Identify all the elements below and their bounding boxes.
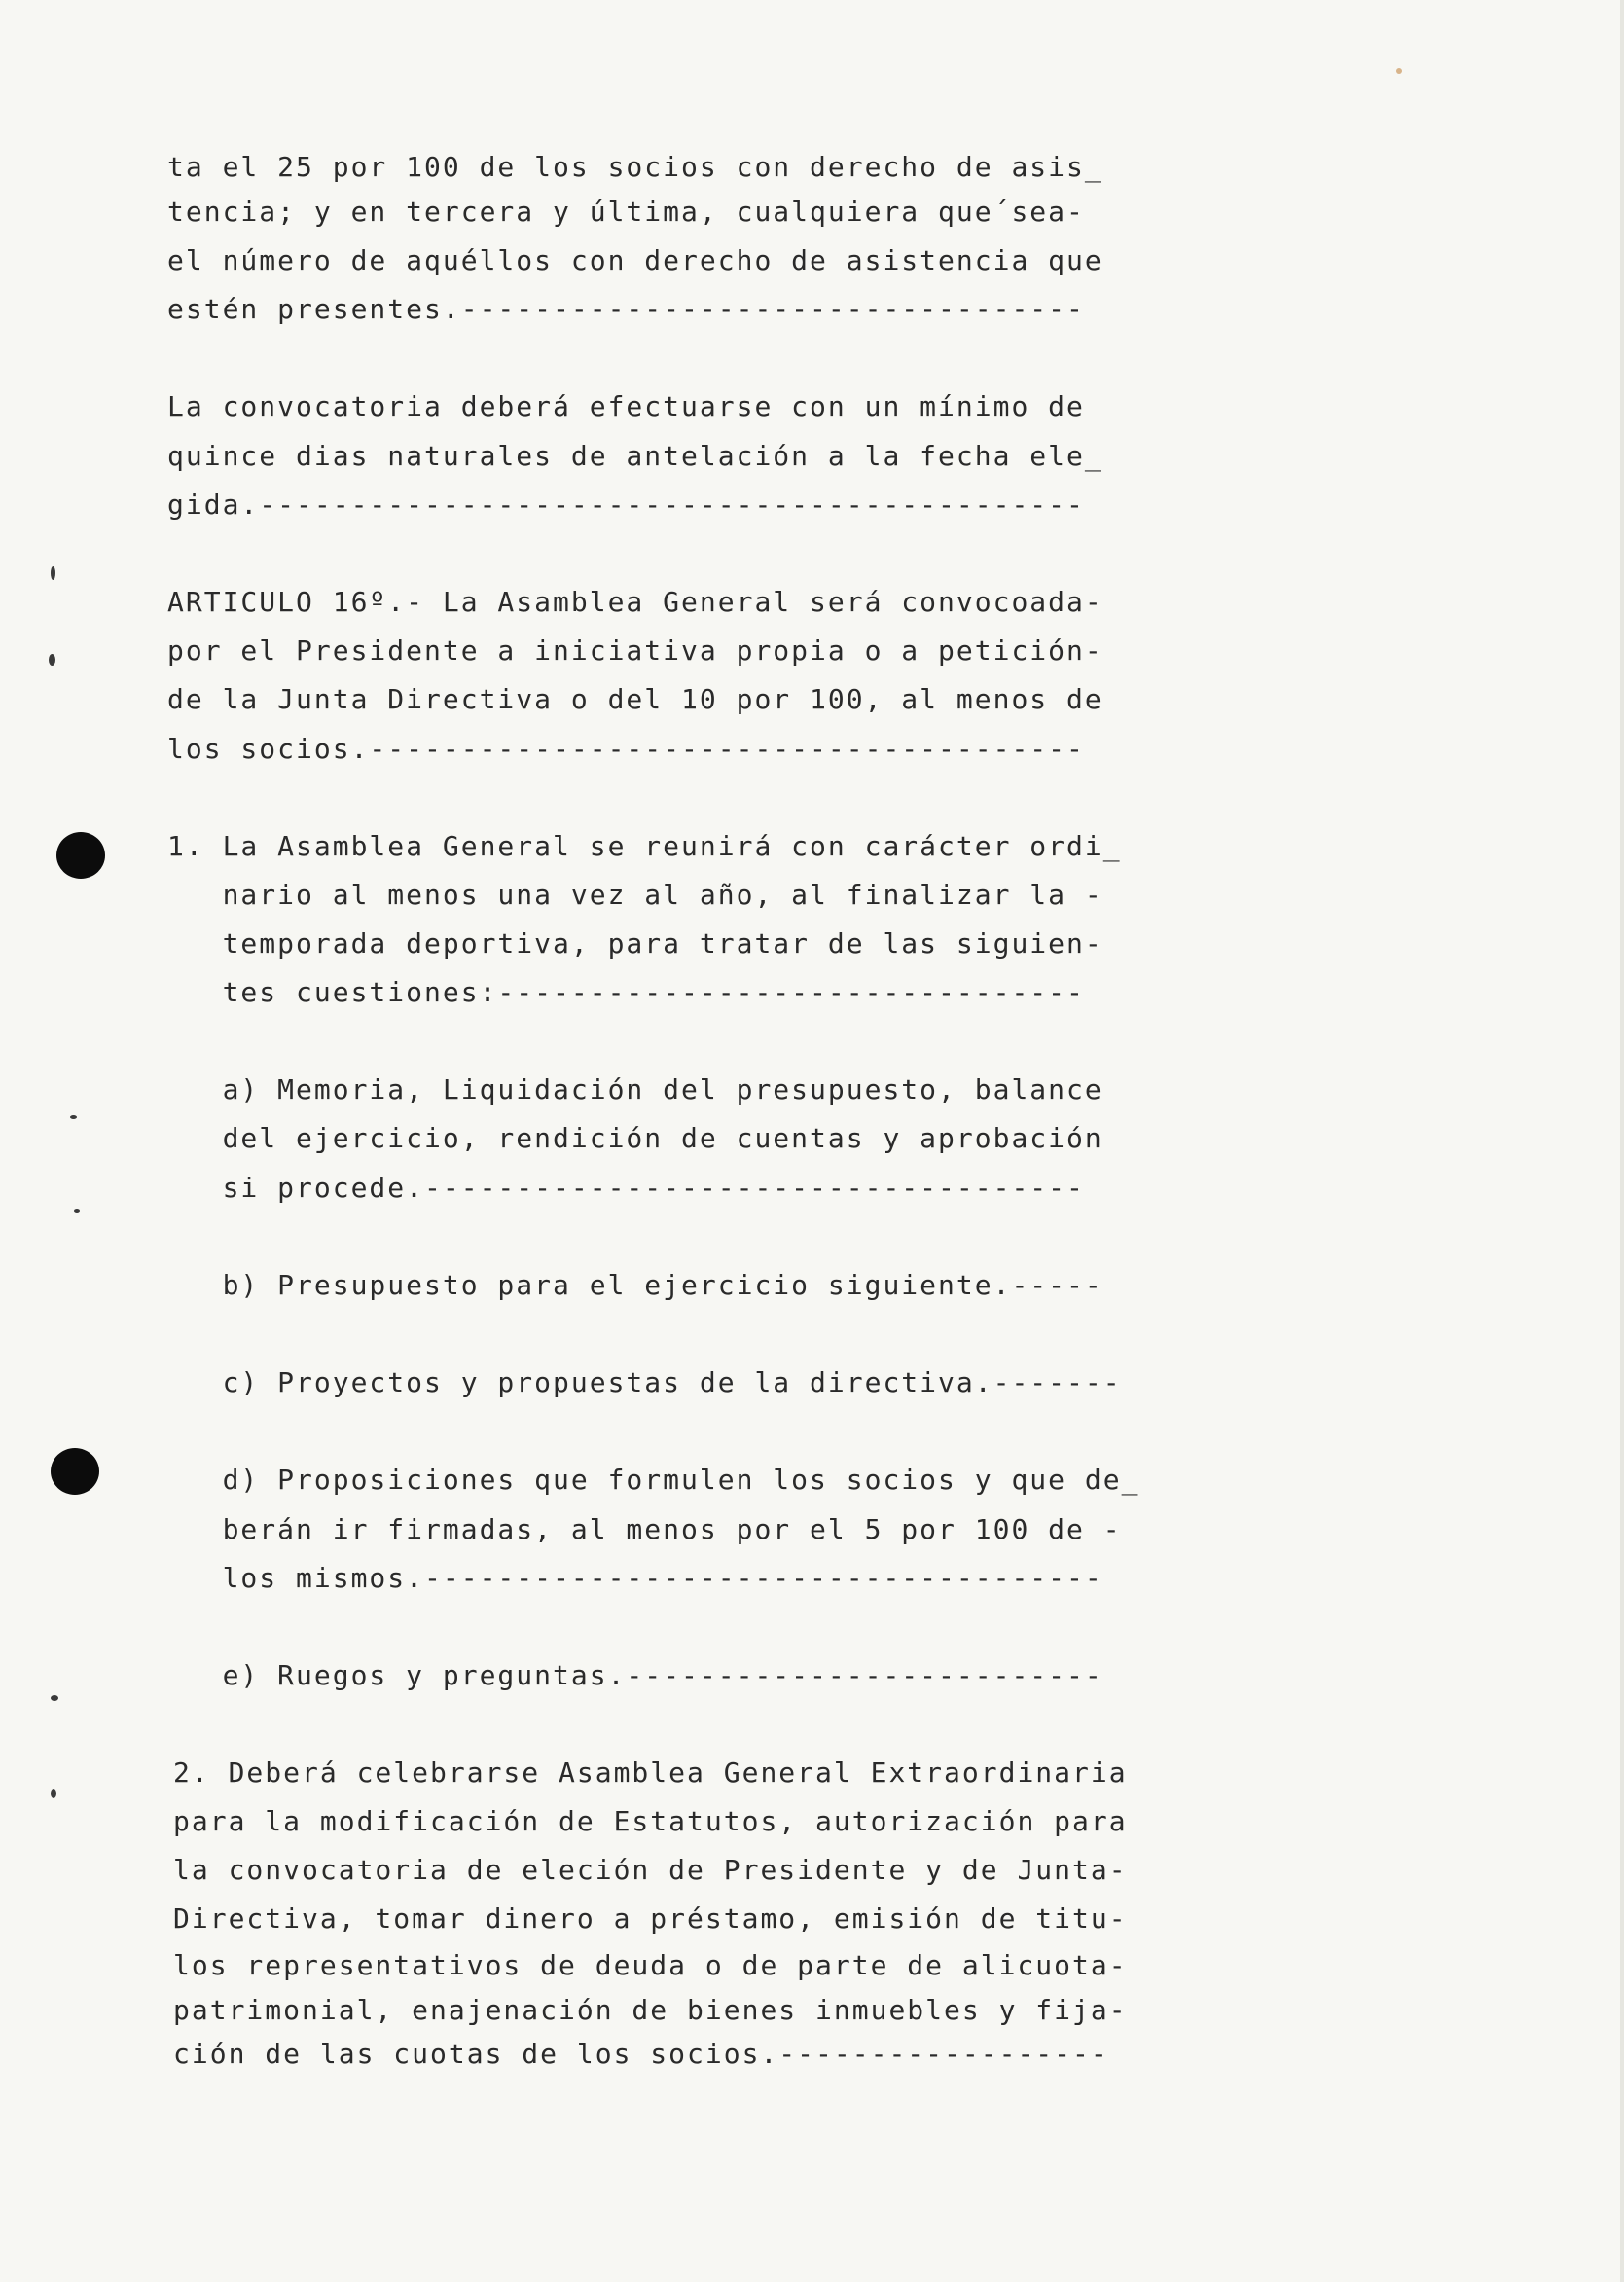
article-line-4: los socios.---------------------------------------: [167, 733, 1085, 765]
item2-line-2: para la modificación de Estatutos, autorización para: [173, 1805, 1128, 1837]
article-line-1: ARTICULO 16º.- La Asamblea General será convocoada-: [167, 586, 1103, 618]
margin-mark: [51, 1789, 56, 1798]
item2-line-1: 2. Deberá celebrarse Asamblea General Extraordinaria: [173, 1757, 1128, 1789]
item1-line-4: tes cuestiones:--------------------------------: [167, 976, 1085, 1008]
sub-a-line-2: del ejercicio, rendición de cuentas y aprobación: [167, 1122, 1103, 1154]
sub-d-line-1: d) Proposiciones que formulen los socios y que de_: [167, 1464, 1140, 1496]
item2-line-5: los representativos de deuda o de parte de alicuota-: [173, 1949, 1128, 1981]
para1-line-1: ta el 25 por 100 de los socios con derecho de asis_: [167, 151, 1103, 183]
sub-c-line-1: c) Proyectos y propuestas de la directiva.-------: [167, 1366, 1122, 1398]
item2-line-7: ción de las cuotas de los socios.------------------: [173, 2038, 1109, 2070]
para1-line-3: el número de aquéllos con derecho de asistencia que: [167, 244, 1103, 276]
item1-line-3: temporada deportiva, para tratar de las siguien-: [167, 927, 1103, 960]
sub-d-line-2: berán ir firmadas, al menos por el 5 por 100 de -: [167, 1513, 1122, 1545]
para2-line-1: La convocatoria deberá efectuarse con un mínimo de: [167, 390, 1085, 422]
para2-line-3: gida.---------------------------------------------: [167, 489, 1085, 521]
item2-line-3: la convocatoria de eleción de Presidente y de Junta-: [173, 1854, 1128, 1886]
sub-a-line-3: si procede.------------------------------------: [167, 1172, 1085, 1204]
sub-b-line-1: b) Presupuesto para el ejercicio siguiente.-----: [167, 1269, 1103, 1301]
item2-line-4: Directiva, tomar dinero a préstamo, emisión de titu-: [173, 1902, 1128, 1935]
page-edge: [1620, 0, 1624, 2282]
punch-hole-bottom: [51, 1448, 99, 1495]
item1-line-2: nario al menos una vez al año, al finalizar la -: [167, 879, 1103, 911]
para2-line-2: quince dias naturales de antelación a la fecha ele_: [167, 440, 1103, 472]
punch-hole-top: [56, 832, 105, 879]
item1-line-1: 1. La Asamblea General se reunirá con carácter ordi_: [167, 830, 1122, 862]
paper-stain: [1396, 68, 1402, 74]
margin-mark: [51, 566, 55, 580]
sub-a-line-1: a) Memoria, Liquidación del presupuesto, balance: [167, 1073, 1103, 1105]
article-line-2: por el Presidente a iniciativa propia o a petición-: [167, 634, 1103, 667]
sub-d-line-3: los mismos.-------------------------------------: [167, 1562, 1103, 1594]
margin-mark: [51, 1695, 58, 1701]
article-line-3: de la Junta Directiva o del 10 por 100, al menos de: [167, 683, 1103, 715]
margin-mark: [49, 654, 55, 666]
sub-e-line-1: e) Ruegos y preguntas.--------------------------: [167, 1659, 1103, 1691]
margin-mark: [74, 1209, 80, 1213]
para1-line-2: tencia; y en tercera y última, cualquiera que´sea-: [167, 196, 1085, 228]
para1-line-4: estén presentes.----------------------------------: [167, 293, 1085, 325]
item2-line-6: patrimonial, enajenación de bienes inmuebles y fija-: [173, 1994, 1128, 2026]
margin-mark: [70, 1115, 77, 1119]
